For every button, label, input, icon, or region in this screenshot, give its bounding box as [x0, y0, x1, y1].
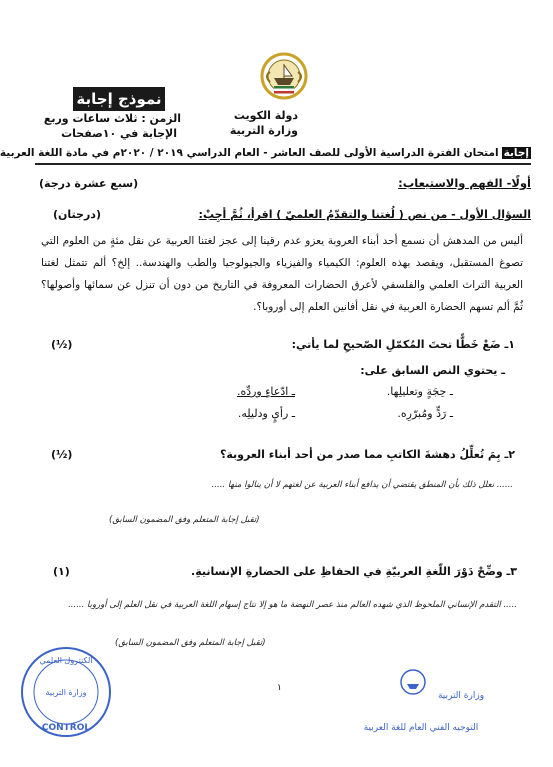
passage-text: أليس من المدهش أن نسمع أحد أبناء العروبة يعزو عدم رقينا إلى عجز لغتنا العربية عن نقل مئةٍ من العلوم التي تصوغ المستقبل، ويقصد بهذه العلوم: الكيمياء والفيزياء والجيولوجيا والطب والهندسة.. إلخ؟ ألم تتمثل لغتنا العربية التراث العلمي والفلسفي لأعرق الحضارات المعروفة في التاريخ من دون أن تنزل عن سمائها وأصولها؟ ثُمَّ ألم تسهم الحضارة العربية في نقل أفانين العلم إلى أوروبا؟.	[41, 235, 523, 313]
item3-marks: (١)	[53, 565, 70, 578]
item3-answer: ..... التقدم الإنساني الملحوظ الذي شهده العالم منذ عصر النهضة ما هو إلا نتاج إسهام اللغة العربية في نقل العلم إلى أوروبا ......	[68, 600, 517, 610]
answer-tag: إجابة	[503, 147, 529, 159]
question-title: السؤال الأول - من نص ( لُغتنا والتقدّمُ العلميّ ) اقرأ، ثُمَّ أجِبْ:	[198, 208, 531, 221]
item2-note: (تقبل إجابة المتعلم وفق المضمون السابق)	[109, 515, 260, 525]
item2-answer: ...... نعلل ذلك بأن المنطق يقتضي أن يدافع أبناء العربية عن لغتهم لا أن ينالوا منها .....	[211, 480, 513, 490]
ministry-name: وزارة التربية	[229, 124, 298, 137]
stamp-right-office-text: التوجيه الفني العام للغة العربية	[363, 723, 479, 733]
supervision-stamp	[351, 660, 485, 740]
section-marks: (سبع عشرة درجة)	[39, 177, 139, 190]
item1-title: ١ـ ضَعْ خَطًّا تحتَ المُكمّلِ الصّحيحِ لما يأتي:	[291, 338, 515, 351]
item1-marks: (½)	[51, 338, 73, 351]
item2-title: ٢ـ بِمَ تُعلِّلُ دهشةَ الكاتبِ مما صدر من أحد أبناء العروبة؟	[219, 448, 515, 461]
item1-option: ـ حِجَةٍ وتعليلِها.	[386, 385, 453, 398]
item1-stem: ـ يحتوي النص السابق على:	[360, 364, 505, 377]
answer-pages: الإجابة في ١٠صفحات	[61, 127, 177, 140]
state-name: دولة الكويت	[233, 109, 298, 122]
model-answer-label: نموذج إجابة	[73, 87, 165, 111]
item3-title: ٣ـ وضِّحْ دَوْرَ اللّغةِ العربيّةِ في الحفاظِ على الحضارةِ الإنسانيةِ.	[191, 565, 517, 578]
stamp-left-top-text: الكنترول العلمي	[39, 656, 93, 665]
exam-title-line	[0, 147, 531, 165]
item1-option: ـ رأيٍ ودليلِه.	[237, 407, 295, 420]
exam-time: الزمن : ثلاث ساعات وربع	[43, 112, 181, 125]
question-marks: (درجتان)	[53, 208, 101, 221]
item3-note: (تقبل إجابة المتعلم وفق المضمون السابق)	[115, 638, 266, 648]
stamp-left-mid-text: وزارة التربية	[45, 688, 87, 697]
page-number: ١	[277, 683, 282, 693]
control-stamp	[19, 645, 113, 739]
exam-title: امتحان الفترة الدراسية الأولى للصف العاشر - العام الدراسي ٢٠١٩ / ٢٠٢٠م في مادة اللغة العربية	[0, 147, 499, 159]
stamp-left-bottom-text: CONTROL	[41, 723, 91, 733]
kuwait-emblem-icon	[260, 52, 308, 100]
section-title: أولًا- الفهم والاستيعاب:	[398, 176, 531, 190]
item1-correct-option: ـ ادّعاءٍ وردِّه.	[236, 385, 295, 398]
item2-marks: (½)	[51, 448, 73, 461]
item1-option: ـ رَدٍّ ومُبرّرِه.	[397, 407, 453, 420]
stamp-right-ministry-text: وزارة التربية	[437, 691, 485, 701]
